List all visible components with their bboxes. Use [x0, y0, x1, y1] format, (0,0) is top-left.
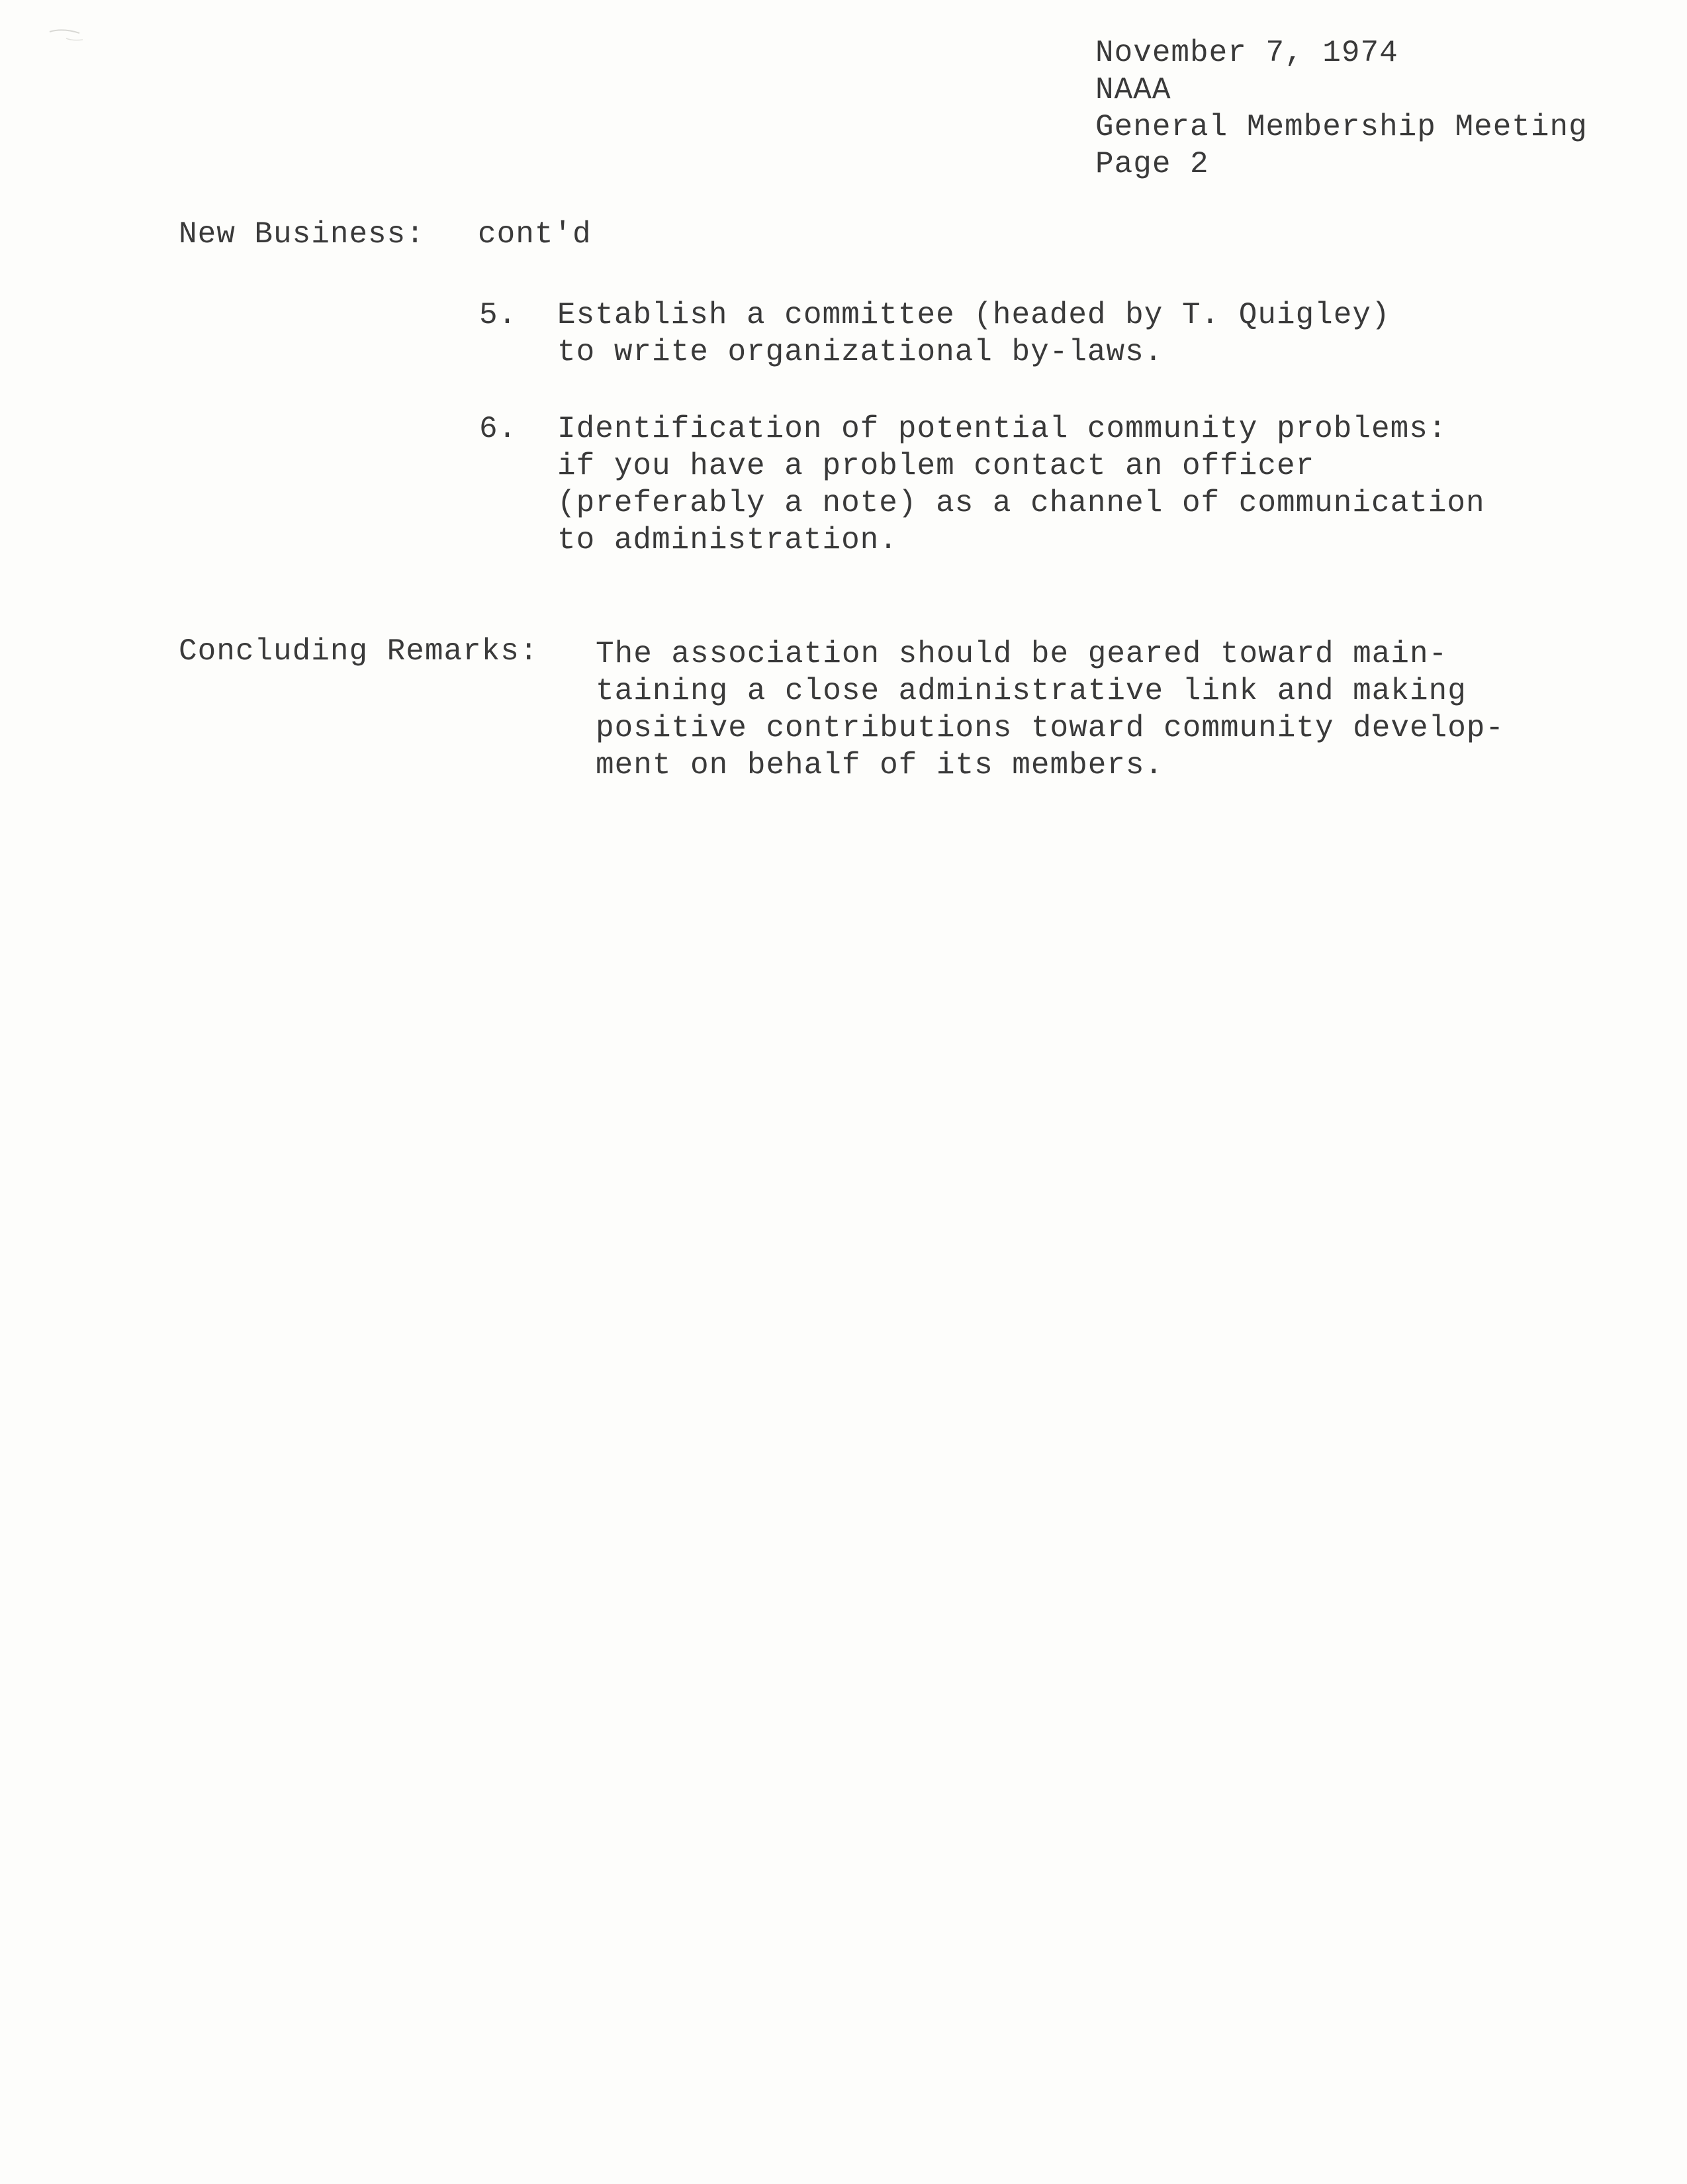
item-6-line: if you have a problem contact an officer [557, 449, 1315, 483]
document-header [1095, 34, 1588, 183]
concluding-remarks-text [596, 636, 1504, 784]
header-date: November 7, 1974 [1095, 36, 1398, 70]
item-6-line: (preferably a note) as a channel of communication [557, 486, 1485, 520]
header-page-number: Page 2 [1095, 147, 1209, 181]
item-5-text [557, 297, 1391, 371]
concluding-line: taining a close administrative link and making [596, 674, 1467, 708]
item-5-number: 5. [479, 298, 518, 332]
header-organization: NAAA [1095, 73, 1171, 107]
concluding-line: positive contributions toward community develop- [596, 711, 1505, 745]
item-5-line: Establish a committee (headed by T. Quigley) [557, 298, 1391, 332]
item-6-line: Identification of potential community problems: [557, 412, 1447, 446]
item-6-text [557, 410, 1485, 559]
new-business-continued: cont'd [478, 217, 592, 252]
scan-mark [46, 26, 86, 46]
item-6-number: 6. [479, 412, 518, 446]
header-meeting-title: General Membership Meeting [1095, 110, 1588, 144]
concluding-line: ment on behalf of its members. [596, 748, 1164, 783]
concluding-line: The association should be geared toward main- [596, 637, 1448, 671]
item-6-line: to administration. [557, 523, 898, 557]
concluding-remarks-label: Concluding Remarks: [179, 634, 539, 669]
item-5-line: to write organizational by-laws. [557, 335, 1163, 369]
new-business-label: New Business: [179, 217, 425, 252]
